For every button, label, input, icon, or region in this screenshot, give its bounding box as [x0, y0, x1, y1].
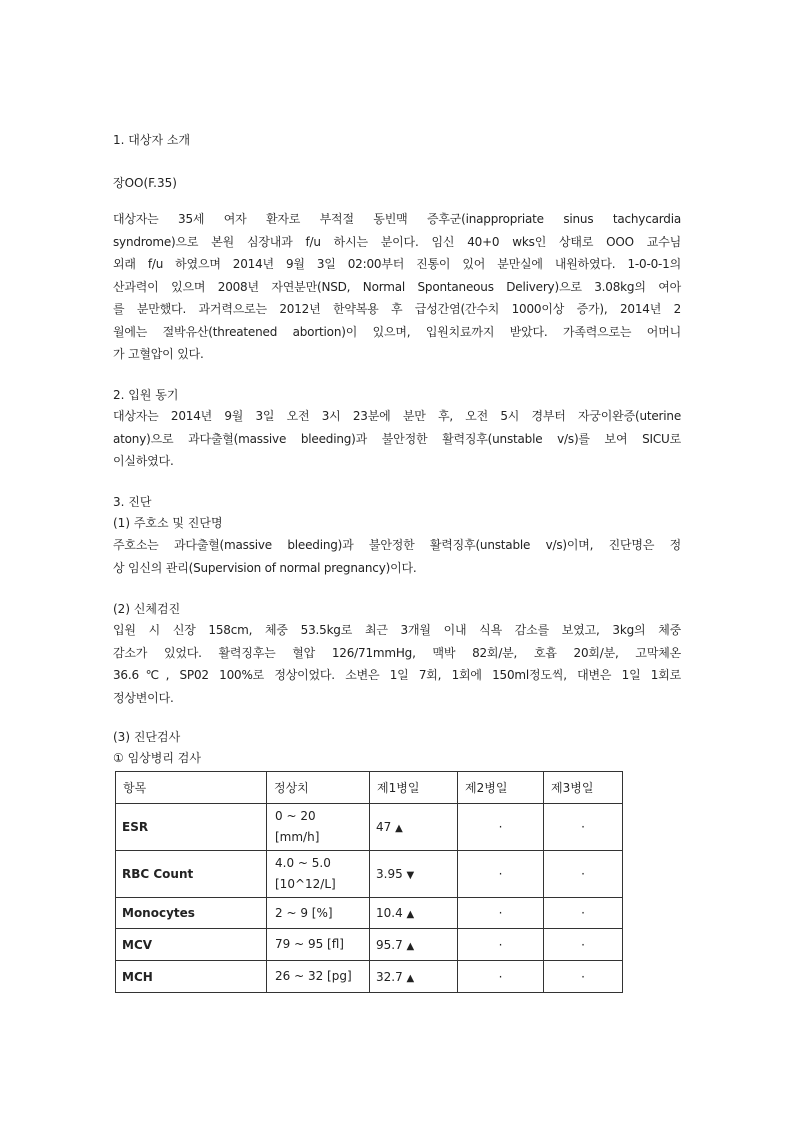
test-name: Monocytes — [116, 898, 267, 929]
subsection-2-paragraph — [113, 619, 681, 709]
lab-results-table — [115, 771, 623, 993]
table-row — [116, 961, 623, 993]
lab-test-heading: ① 임상병리 검사 — [113, 751, 201, 765]
header-day-3: 제3병일 — [544, 772, 623, 804]
table-row — [116, 898, 623, 929]
header-day-2: 제2병일 — [458, 772, 544, 804]
paragraph-line: 외래 f/u 하였으며 2014년 9월 3일 02:00부터 진통이 있어 분만실에 내원하였다. 1-0-0-1의 — [113, 257, 681, 271]
section-3-heading: 3. 진단 — [113, 495, 152, 509]
up-arrow-icon: ▲ — [406, 972, 415, 984]
day-2-value: · — [458, 961, 544, 993]
up-arrow-icon: ▲ — [395, 823, 403, 834]
subsection-2-heading: (2) 신체검진 — [113, 602, 181, 616]
day-3-value: · — [544, 851, 623, 898]
paragraph-line: syndrome)으로 본원 심장내과 f/u 하시는 분이다. 임신 40+0 wks인 상태로 OOO 교수님 — [113, 234, 681, 249]
paragraph-line: 월에는 절박유산(threatened abortion)이 있으며, 입원치료까지 받았다. 가족력으로는 어머니 — [113, 324, 681, 339]
day-2-value: · — [458, 804, 544, 851]
section-1-heading: 1. 대상자 소개 — [113, 133, 191, 147]
normal-range: 0 ~ 20 [mm/h] — [267, 804, 370, 851]
subsection-1-heading: (1) 주호소 및 진단명 — [113, 516, 223, 530]
header-day-1: 제1병일 — [370, 772, 458, 804]
test-name: ESR — [116, 804, 267, 851]
day-2-value: · — [458, 851, 544, 898]
day-3-value: · — [544, 898, 623, 929]
patient-name: 장OO(F.35) — [113, 176, 177, 190]
day-1-value: 3.95 ▼ — [370, 851, 458, 898]
normal-range: 79 ~ 95 [fl] — [267, 929, 370, 961]
day-1-value: 95.7 ▲ — [370, 929, 458, 961]
down-arrow-icon: ▼ — [406, 870, 415, 881]
up-arrow-icon: ▲ — [406, 909, 415, 920]
paragraph-line: 대상자는 35세 여자 환자로 부적절 동빈맥 증후군(inappropriate sinus tachycardia — [113, 212, 681, 226]
paragraph-line: 감소가 있었다. 활력징후는 혈압 126/71mmHg, 맥박 82회/분, 호흡 20회/분, 고막체온 — [113, 645, 681, 660]
day-2-value: · — [458, 898, 544, 929]
table-row — [116, 929, 623, 961]
day-3-value: · — [544, 961, 623, 993]
section-1-paragraph — [113, 208, 681, 366]
day-2-value: · — [458, 929, 544, 961]
day-3-value: · — [544, 929, 623, 961]
table-row — [116, 804, 623, 851]
paragraph-line: atony)으로 과다출혈(massive bleeding)과 불안정한 활력징후(unstable v/s)를 보여 SICU로 — [113, 431, 681, 446]
up-arrow-icon: ▲ — [406, 940, 415, 952]
paragraph-line: 입원 시 신장 158cm, 체중 53.5kg로 최근 3개월 이내 식욕 감소를 보였고, 3kg의 체중 — [113, 623, 681, 637]
day-1-value: 32.7 ▲ — [370, 961, 458, 993]
section-2-paragraph — [113, 405, 681, 473]
table-header-row — [116, 772, 623, 804]
subsection-3-heading: (3) 진단검사 — [113, 730, 181, 744]
paragraph-line: 산과력이 있으며 2008년 자연분만(NSD, Normal Spontaneous Delivery)으로 3.08kg의 여아 — [113, 279, 681, 294]
header-normal-range: 정상치 — [267, 772, 370, 804]
test-name: MCV — [116, 929, 267, 961]
paragraph-line: 36.6℃, SP02 100%로 정상이었다. 소변은 1일 7회, 1회에 150ml정도씩, 대변은 1일 1회로 — [113, 668, 681, 682]
normal-range: 2 ~ 9 [%] — [267, 898, 370, 929]
header-item: 항목 — [116, 772, 267, 804]
paragraph-line: 정상변이다. — [113, 690, 174, 705]
paragraph-line: 가 고혈압이 있다. — [113, 347, 204, 361]
paragraph-line: 를 분만했다. 과거력으로는 2012년 한약복용 후 급성간염(간수치 1000이상 증가), 2014년 2 — [113, 302, 681, 316]
paragraph-line: 주호소는 과다출혈(massive bleeding)과 불안정한 활력징후(unstable v/s)이며, 진단명은 정 — [113, 538, 681, 552]
table-row — [116, 851, 623, 898]
test-name: MCH — [116, 961, 267, 993]
normal-range: 26 ~ 32 [pg] — [267, 961, 370, 993]
subsection-1-paragraph — [113, 534, 681, 579]
day-3-value: · — [544, 804, 623, 851]
day-1-value: 10.4 ▲ — [370, 898, 458, 929]
normal-range: 4.0 ~ 5.0 [10^12/L] — [267, 851, 370, 898]
paragraph-line: 이실하였다. — [113, 454, 174, 468]
paragraph-line: 상 임신의 관리(Supervision of normal pregnancy)이다. — [113, 560, 417, 575]
section-2-heading: 2. 입원 동기 — [113, 388, 179, 402]
paragraph-line: 대상자는 2014년 9월 3일 오전 3시 23분에 분만 후, 오전 5시 경부터 자궁이완증(uterine — [113, 409, 681, 423]
test-name: RBC Count — [116, 851, 267, 898]
day-1-value: 47 ▲ — [370, 804, 458, 851]
